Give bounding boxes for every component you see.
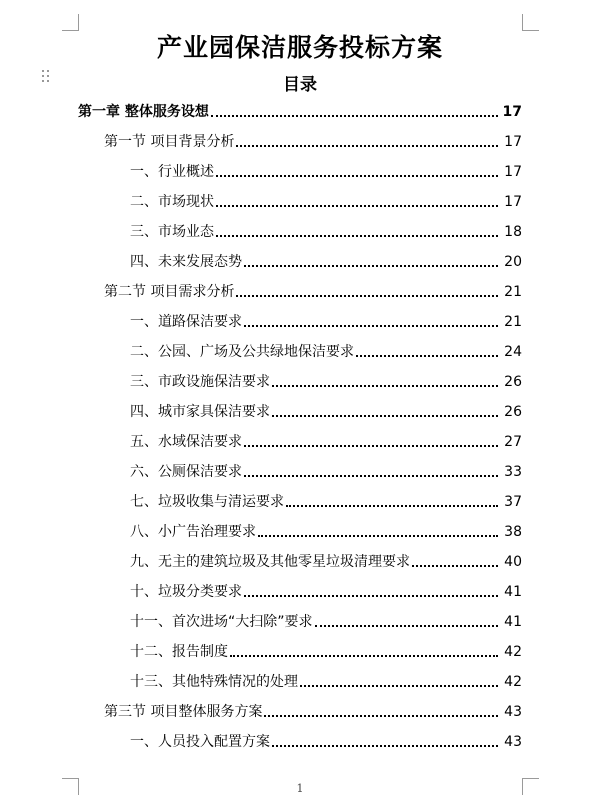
toc-entry-title: 八、小广告治理要求 (130, 524, 256, 540)
toc-entry[interactable] (0, 548, 522, 570)
toc-entry-title: 五、水域保洁要求 (130, 434, 242, 450)
toc-entry[interactable] (0, 98, 522, 120)
toc-entry[interactable] (0, 308, 522, 330)
toc-entry-page: 17 (502, 104, 522, 120)
toc-entry-page: 17 (504, 194, 522, 210)
toc-dot-leader (272, 385, 498, 387)
toc-entry-page: 27 (504, 434, 522, 450)
toc-entry[interactable] (0, 128, 522, 150)
toc-entry[interactable] (0, 638, 522, 660)
toc-entry-page: 33 (504, 464, 522, 480)
toc-entry-page: 41 (504, 584, 522, 600)
toc-entry-title: 三、市政设施保洁要求 (130, 374, 270, 390)
toc-entry-page: 43 (504, 734, 522, 750)
toc-entry[interactable] (0, 278, 522, 300)
toc-dot-leader (258, 535, 498, 537)
toc-entry-title: 三、市场业态 (130, 224, 214, 240)
toc-entry-title: 七、垃圾收集与清运要求 (130, 494, 284, 510)
page-number: 1 (296, 782, 304, 795)
toc-entry[interactable] (0, 338, 522, 360)
toc-entry-page: 21 (504, 314, 522, 330)
toc-dot-leader (230, 655, 498, 657)
toc-dot-leader (244, 475, 498, 477)
toc-heading: 目录 (283, 75, 317, 95)
toc-dot-leader (264, 715, 498, 717)
toc-entry-title: 一、人员投入配置方案 (130, 734, 270, 750)
toc-dot-leader (412, 565, 498, 567)
toc-entry-title: 二、市场现状 (130, 194, 214, 210)
toc-entry-title: 四、城市家具保洁要求 (130, 404, 270, 420)
toc-entry[interactable] (0, 668, 522, 690)
toc-dot-leader (244, 595, 498, 597)
toc-dot-leader (236, 295, 498, 297)
toc-dot-leader (216, 205, 498, 207)
toc-entry-title: 第一章 整体服务设想 (78, 104, 209, 120)
toc-dot-leader (272, 745, 498, 747)
toc-entry-title: 十一、首次进场“大扫除”要求 (130, 614, 313, 630)
toc-entry[interactable] (0, 368, 522, 390)
toc-entry[interactable] (0, 488, 522, 510)
toc-entry-page: 24 (504, 344, 522, 360)
toc-entry-page: 37 (504, 494, 522, 510)
toc-entry[interactable] (0, 398, 522, 420)
toc-entry-page: 18 (504, 224, 522, 240)
toc-entry-title: 第三节 项目整体服务方案 (104, 704, 263, 720)
toc-entry[interactable] (0, 248, 522, 270)
document-title: 产业园保洁服务投标方案 (156, 33, 443, 62)
toc-entry-title: 四、未来发展态势 (130, 254, 242, 270)
toc-entry[interactable] (0, 518, 522, 540)
toc-entry-title: 十二、报告制度 (130, 644, 228, 660)
toc-entry[interactable] (0, 428, 522, 450)
toc-dot-leader (244, 265, 498, 267)
toc-entry-page: 41 (504, 614, 522, 630)
toc-entry[interactable] (0, 578, 522, 600)
toc-dot-leader (244, 325, 498, 327)
toc-entry-title: 六、公厕保洁要求 (130, 464, 242, 480)
toc-dot-leader (244, 445, 498, 447)
toc-dot-leader (272, 415, 498, 417)
toc-entry[interactable] (0, 188, 522, 210)
toc-entry-page: 20 (504, 254, 522, 270)
toc-entry-page: 26 (504, 404, 522, 420)
toc-entry[interactable] (0, 158, 522, 180)
toc-entry-page: 40 (504, 554, 522, 570)
toc-dot-leader (211, 115, 498, 117)
toc-entry-page: 17 (504, 134, 522, 150)
toc-entry-title: 第一节 项目背景分析 (104, 134, 235, 150)
toc-dot-leader (236, 145, 498, 147)
toc-entry-page: 26 (504, 374, 522, 390)
toc-entry[interactable] (0, 458, 522, 480)
toc-entry-page: 17 (504, 164, 522, 180)
toc-entry-page: 38 (504, 524, 522, 540)
toc-dot-leader (315, 625, 498, 627)
toc-dot-leader (286, 505, 498, 507)
toc-entry[interactable] (0, 698, 522, 720)
toc-entry-title: 九、无主的建筑垃圾及其他零星垃圾清理要求 (130, 554, 410, 570)
toc-dot-leader (300, 685, 498, 687)
toc-entry[interactable] (0, 608, 522, 630)
toc-entry[interactable] (0, 218, 522, 240)
toc-dot-leader (356, 355, 498, 357)
toc-dot-leader (216, 175, 498, 177)
toc-entry[interactable] (0, 728, 522, 750)
toc-entry-title: 一、道路保洁要求 (130, 314, 242, 330)
toc-entry-page: 43 (504, 704, 522, 720)
toc-entry-title: 十、垃圾分类要求 (130, 584, 242, 600)
toc-entry-title: 十三、其他特殊情况的处理 (130, 674, 298, 690)
toc-entry-title: 第二节 项目需求分析 (104, 284, 235, 300)
toc-entry-page: 42 (504, 644, 522, 660)
toc-entry-title: 二、公园、广场及公共绿地保洁要求 (130, 344, 354, 360)
toc-dot-leader (216, 235, 498, 237)
toc-entry-page: 21 (504, 284, 522, 300)
toc-entry-title: 一、行业概述 (130, 164, 214, 180)
toc-entry-page: 42 (504, 674, 522, 690)
